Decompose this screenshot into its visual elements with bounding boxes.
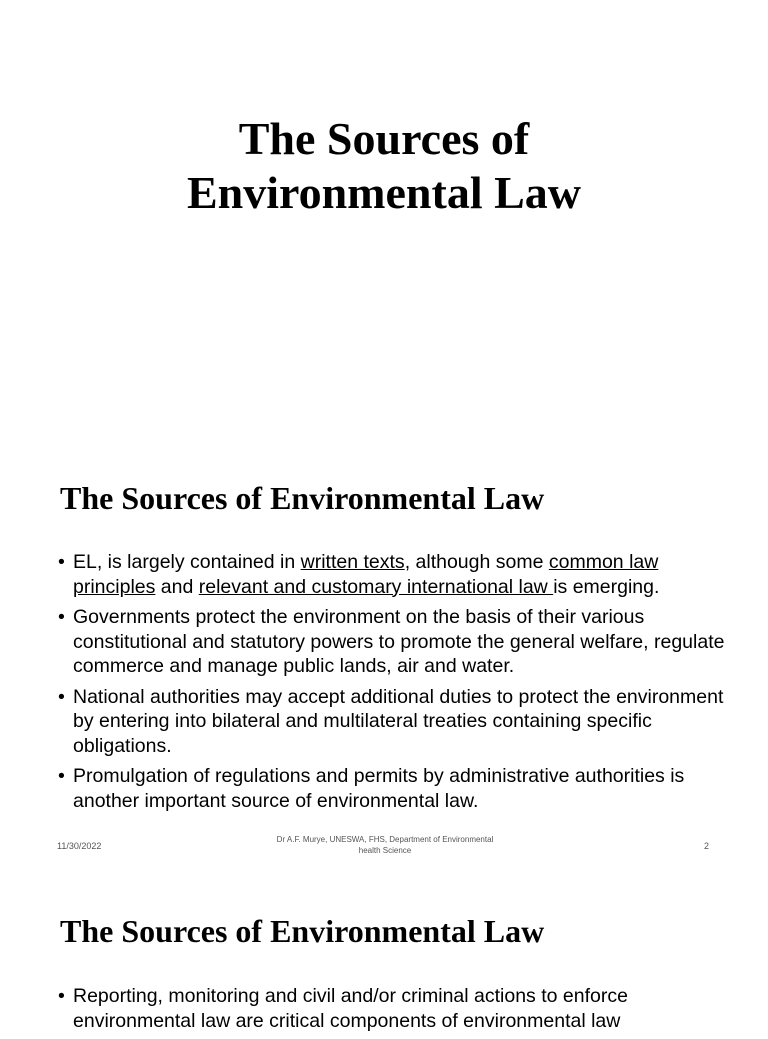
link-international-law[interactable]: relevant and customary international law (198, 575, 554, 598)
slide2-footer-page-number: 2 (704, 841, 710, 851)
slide2-title: The Sources of Environmental Law (60, 480, 545, 516)
slide3-bullet-list (58, 984, 738, 1039)
slide2-bullet-4: • Promulgation of regulations and permits by administrative authorities is another important source of environmental law. (58, 764, 738, 813)
link-common-law-principles[interactable]: common law principles (73, 551, 659, 598)
bullet-text: and (155, 575, 199, 598)
slide3-title: The Sources of Environmental Law (60, 913, 545, 949)
slide2-bullet-1 (58, 550, 738, 599)
footer-author-line2: health Science (358, 846, 412, 855)
slide1-title-line2: Environmental Law (186, 167, 582, 218)
bullet-text: EL, is largely contained in (73, 551, 301, 573)
slide2-footer-author (250, 834, 520, 856)
link-written-texts[interactable]: written texts (300, 551, 405, 573)
slide1-title-line1: The Sources of (238, 113, 530, 164)
slide2-bullet-2: • Governments protect the environment on the basis of their various constitutional and statutory powers to promote the general welfare, regulate commerce and manage public lands, air and water. (58, 605, 738, 679)
bullet-text: , although some (404, 551, 549, 573)
slide2-bullet-list (58, 550, 738, 819)
bullet-text: is emerging. (553, 575, 660, 598)
slide1-title (0, 112, 768, 220)
slide3-bullet-1: • Reporting, monitoring and civil and/or criminal actions to enforce environmental law are critical components of environmental law (58, 984, 738, 1033)
slide2-footer-date: 11/30/2022 (57, 841, 102, 851)
footer-author-line1: Dr A.F. Murye, UNESWA, FHS, Department of Environmental (276, 835, 494, 844)
slide2-bullet-3: • National authorities may accept additional duties to protect the environment by entering into bilateral and multilateral treaties containing specific obligations. (58, 685, 738, 759)
